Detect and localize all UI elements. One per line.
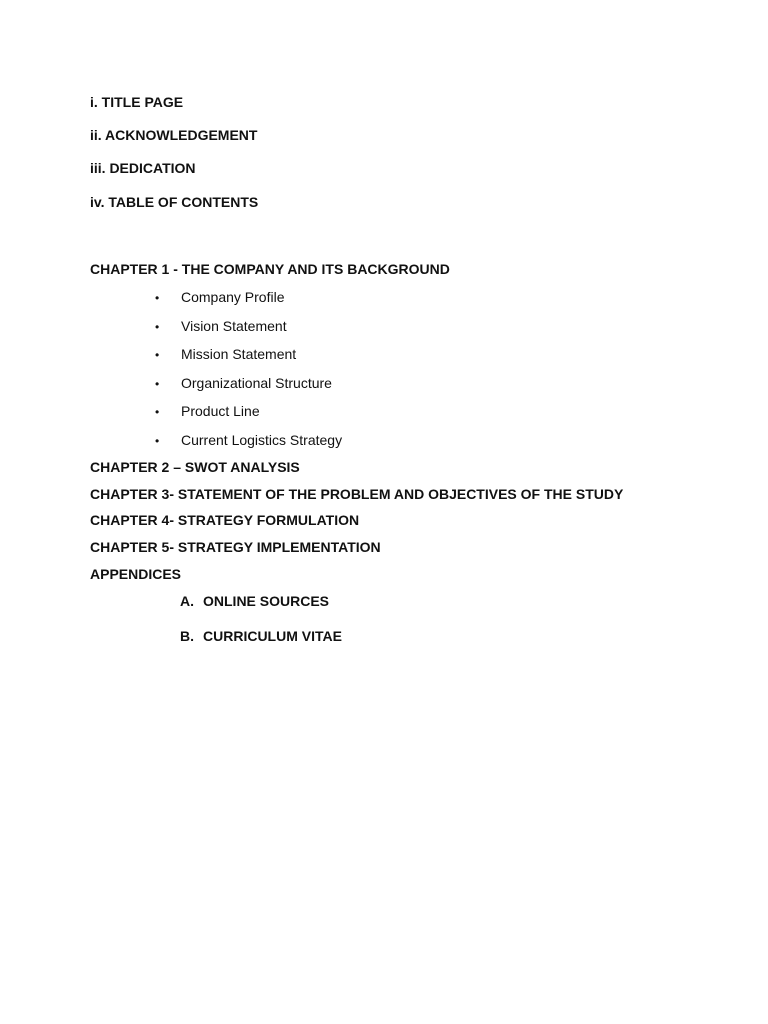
chapter-3-heading: CHAPTER 3- STATEMENT OF THE PROBLEM AND OBJECTIVES OF THE STUDY [90,486,624,502]
list-item [155,346,296,363]
appendix-item-curriculum-vitae [180,628,342,644]
bullet-icon: • [155,348,160,362]
appendices-heading: APPENDICES [90,566,182,582]
bullet-icon: • [155,405,160,419]
list-item [155,403,260,420]
list-item [155,318,287,335]
list-item [155,375,332,392]
appendix-label: ONLINE SOURCES [203,593,330,609]
appendix-letter: A. [180,593,194,609]
bullet-icon: • [155,320,160,334]
appendix-letter: B. [180,628,194,644]
list-item-label: Company Profile [181,289,285,305]
chapter-1-heading: CHAPTER 1 - THE COMPANY AND ITS BACKGROUND [90,261,450,277]
list-item-label: Product Line [181,403,260,419]
appendix-label: CURRICULUM VITAE [203,628,342,644]
list-item [155,432,342,449]
front-matter-dedication: iii. DEDICATION [90,160,196,176]
list-item-label: Mission Statement [181,346,297,362]
list-item [155,289,285,306]
bullet-icon: • [155,377,160,391]
list-item-label: Organizational Structure [181,375,332,391]
list-item-label: Vision Statement [181,318,287,334]
bullet-icon: • [155,434,160,448]
front-matter-table-of-contents: iv. TABLE OF CONTENTS [90,194,259,210]
appendix-item-online-sources [180,593,329,609]
list-item-label: Current Logistics Strategy [181,432,343,448]
front-matter-acknowledgement: ii. ACKNOWLEDGEMENT [90,127,258,143]
front-matter-title-page: i. TITLE PAGE [90,94,184,110]
bullet-icon: • [155,291,160,305]
chapter-2-heading: CHAPTER 2 – SWOT ANALYSIS [90,459,300,475]
chapter-5-heading: CHAPTER 5- STRATEGY IMPLEMENTATION [90,539,381,555]
chapter-4-heading: CHAPTER 4- STRATEGY FORMULATION [90,512,360,528]
